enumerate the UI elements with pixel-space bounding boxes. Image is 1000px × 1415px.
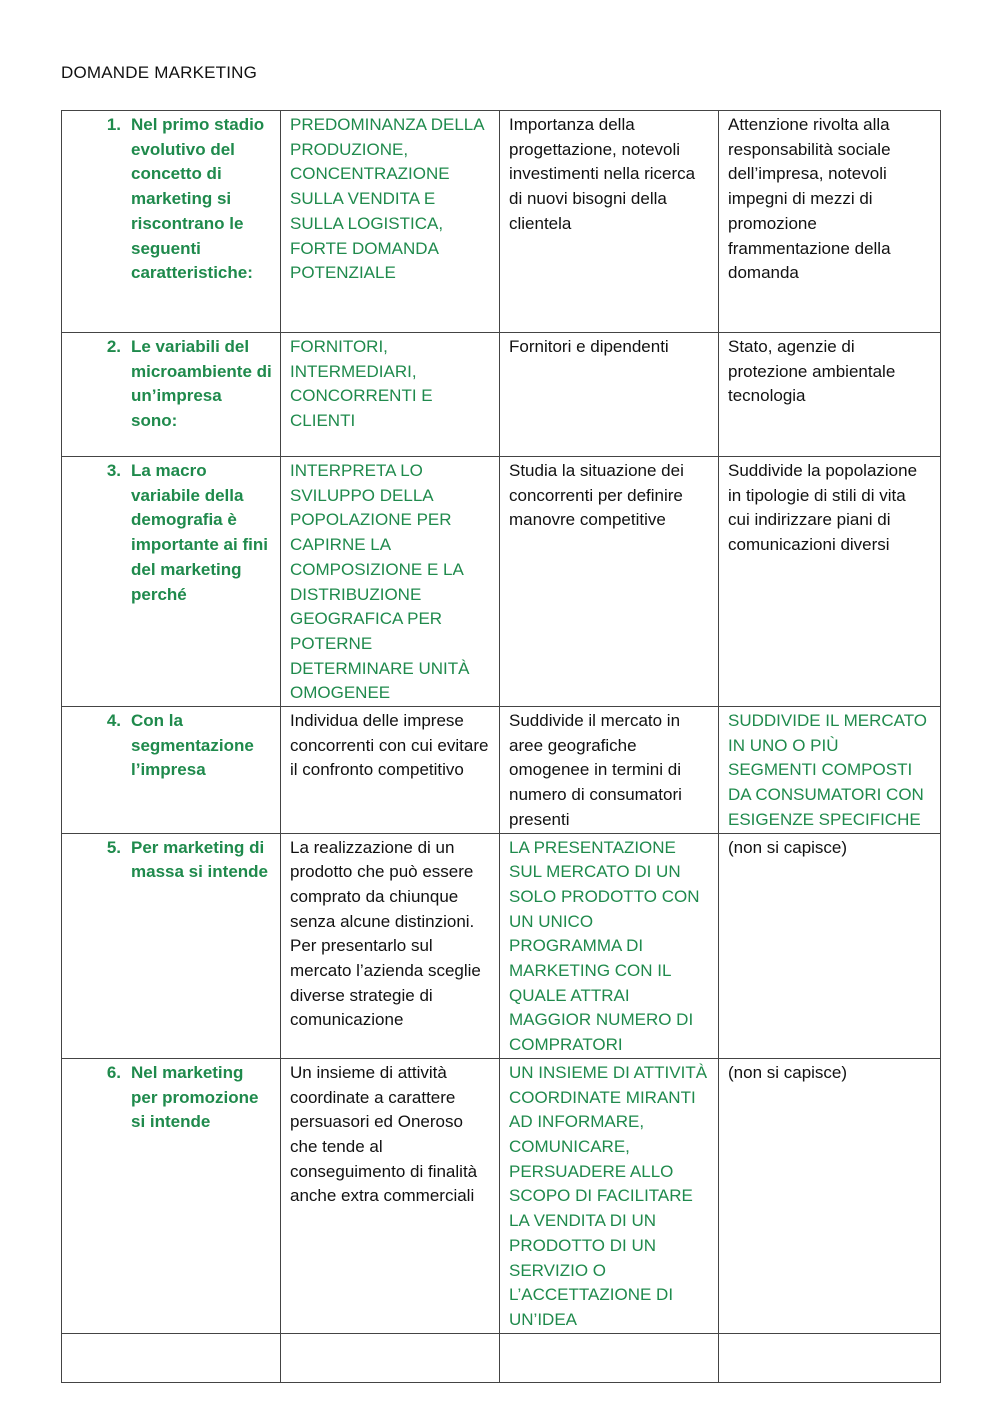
question-text: Le variabili del microambiente di un’impresa sono: bbox=[131, 337, 272, 431]
question-text: Per marketing di massa si intende bbox=[131, 837, 269, 882]
question-cell bbox=[62, 111, 281, 333]
question-text: Nel primo stadio evolutivo del concetto di marketing si riscontrano le seguenti caratteristiche: bbox=[131, 115, 265, 283]
answer-cell: Suddivide il mercato in aree geografiche omogenee in termini di numero di consumatori presenti bbox=[500, 707, 719, 834]
answer-cell: Attenzione rivolta alla responsabilità sociale dell’impresa, notevoli impegni di mezzi di promozione frammentazione della domanda bbox=[719, 111, 941, 333]
answer-cell-correct: LA PRESENTAZIONE SUL MERCATO DI UN SOLO PRODOTTO CON UN UNICO PROGRAMMA DI MARKETING CON IL QUALE ATTRAI MAGGIOR NUMERO DI COMPRATORI bbox=[500, 833, 719, 1058]
question-text: Nel marketing per promozione si intende bbox=[131, 1062, 259, 1132]
answer-cell-correct: UN INSIEME DI ATTIVITÀ COORDINATE MIRANTI AD INFORMARE, COMUNICARE, PERSUADERE ALLO SCOPO DI FACILITARE LA VENDITA DI UN PRODOTTO DI UN SERVIZIO O L’ACCETTAZIONE DI UN’IDEA bbox=[500, 1058, 719, 1333]
answer-cell: Importanza della progettazione, notevoli investimenti nella ricerca di nuovi bisogni della clientela bbox=[500, 111, 719, 333]
table-row bbox=[62, 111, 941, 333]
question-cell bbox=[62, 333, 281, 457]
empty-cell bbox=[281, 1333, 500, 1382]
answer-cell: Suddivide la popolazione in tipologie di stili di vita cui indirizzare piani di comunicazioni diversi bbox=[719, 457, 941, 707]
empty-cell bbox=[62, 1333, 281, 1382]
table-row bbox=[62, 833, 941, 1058]
answer-cell: Stato, agenzie di protezione ambientale tecnologia bbox=[719, 333, 941, 457]
answer-cell-correct: FORNITORI, INTERMEDIARI, CONCORRENTI E CLIENTI bbox=[281, 333, 500, 457]
question-text: La macro variabile della demografia è importante ai fini del marketing perché bbox=[131, 461, 268, 604]
question-number: 6. bbox=[106, 1062, 121, 1082]
question-number: 4. bbox=[106, 711, 121, 731]
question-cell bbox=[62, 833, 281, 1058]
answer-cell: (non si capisce) bbox=[719, 833, 941, 1058]
empty-cell bbox=[500, 1333, 719, 1382]
answer-cell: Fornitori e dipendenti bbox=[500, 333, 719, 457]
question-number: 2. bbox=[106, 337, 121, 356]
answer-cell-correct: SUDDIVIDE IL MERCATO IN UNO O PIÙ SEGMENTI COMPOSTI DA CONSUMATORI CON ESIGENZE SPECIFICHE bbox=[719, 707, 941, 834]
table-row bbox=[62, 333, 941, 457]
question-cell bbox=[62, 707, 281, 834]
question-number: 1. bbox=[106, 115, 121, 134]
answer-cell: La realizzazione di un prodotto che può essere comprato da chiunque senza alcune distinzioni. Per presentarlo sul mercato l’azienda sceglie diverse strategie di comunicazione bbox=[281, 833, 500, 1058]
question-number: 3. bbox=[106, 461, 121, 480]
table-row-empty bbox=[62, 1333, 941, 1382]
question-text: Con la segmentazione l’impresa bbox=[131, 711, 254, 780]
answer-cell: Studia la situazione dei concorrenti per definire manovre competitive bbox=[500, 457, 719, 707]
question-number: 5. bbox=[106, 837, 121, 857]
question-cell bbox=[62, 457, 281, 707]
answer-cell: (non si capisce) bbox=[719, 1058, 941, 1333]
table-row bbox=[62, 707, 941, 834]
answer-cell-correct: PREDOMINANZA DELLA PRODUZIONE, CONCENTRAZIONE SULLA VENDITA E SULLA LOGISTICA, FORTE DOMANDA POTENZIALE bbox=[281, 111, 500, 333]
answer-cell: Individua delle imprese concorrenti con cui evitare il confronto competitivo bbox=[281, 707, 500, 834]
table-row bbox=[62, 1058, 941, 1333]
empty-cell bbox=[719, 1333, 941, 1382]
answer-cell-correct: INTERPRETA LO SVILUPPO DELLA POPOLAZIONE PER CAPIRNE LA COMPOSIZIONE E LA DISTRIBUZIONE GEOGRAFICA PER POTERNE DETERMINARE UNITÀ OMOGENEE bbox=[281, 457, 500, 707]
question-cell bbox=[62, 1058, 281, 1333]
table-row bbox=[62, 457, 941, 707]
answer-cell: Un insieme di attività coordinate a carattere persuasori ed Oneroso che tende al conseguimento di finalità anche extra commerciali bbox=[281, 1058, 500, 1333]
document-title: DOMANDE MARKETING bbox=[61, 63, 258, 82]
questions-table bbox=[61, 110, 941, 1383]
